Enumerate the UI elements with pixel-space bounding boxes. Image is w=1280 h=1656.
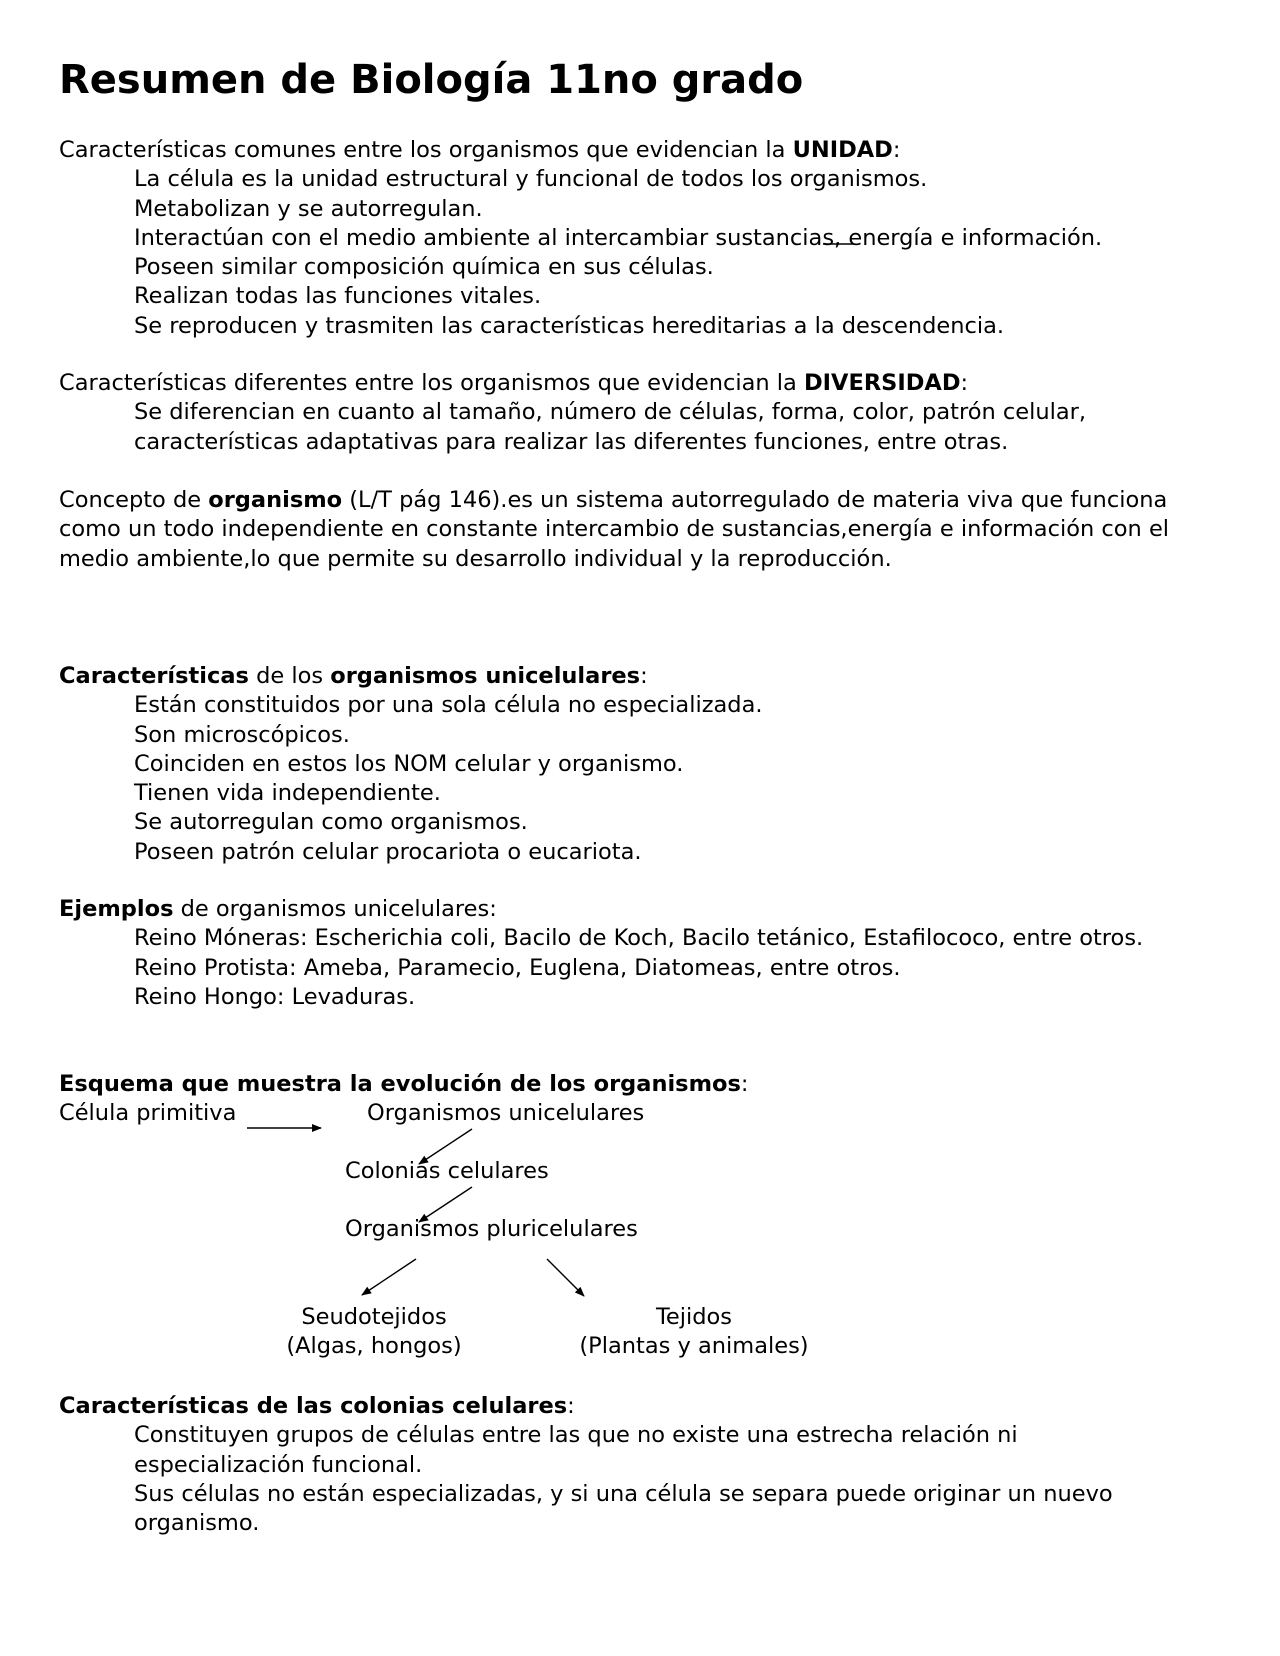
seudotejidos-examples: (Algas, hongos) [286,1333,462,1360]
colonias-item: Sus células no están especializadas, y si una célula se separa puede originar un nuevo organismo. [134,1480,1113,1537]
tejidos-label: Tejidos [655,1304,733,1330]
esquema-heading: Esquema que muestra la evolución de los organismos: [59,1071,749,1097]
concepto-text: Concepto de organismo (L/T pág 146).es un sistema autorregulado de materia viva que funciona como un todo independiente en constante intercambio de sustancias,energía e información con el medio ambiente,lo que permite su desarrollo individual y la reproducción. [59,487,1170,572]
unidad-item: La célula es la unidad estructural y funcional de todos los organismos. [134,166,928,193]
unicelulares-item: Coinciden en estos los NOM celular y organismo. [134,750,684,777]
unidad-intro: Características comunes entre los organismos que evidencian la UNIDAD: [59,137,901,163]
diversidad-text: Se diferencian en cuanto al tamaño, número de células, forma, color, patrón celular, características adaptativas para realizar las diferentes funciones, entre otras. [134,399,1087,455]
page-title: Resumen de Biología 11no grado [59,57,804,103]
unidad-item: Metabolizan y se autorregulan. [134,195,483,222]
unicelulares-item: Son microscópicos. [134,721,350,748]
ejemplos-item: Reino Hongo: Levaduras. [134,983,416,1010]
arrow-pluricelulares-to-seudotejidos [362,1259,416,1295]
arrow-colonias-to-pluricelulares [419,1187,472,1222]
node-celula-primitiva: Célula primitiva [59,1100,237,1126]
unidad-item: Se reproducen y trasmiten las características hereditarias a la descendencia. [134,312,1005,339]
seudotejidos-label: Seudotejidos [301,1304,447,1330]
arrow-unicelulares-to-colonias [419,1129,472,1164]
ejemplos-item: Reino Protista: Ameba, Paramecio, Euglena, Diatomeas, entre otros. [134,954,901,981]
arrow-pluricelulares-to-tejidos [547,1259,584,1296]
colonias-heading: Características de las colonias celulares: [59,1393,575,1419]
unicelulares-item: Poseen patrón celular procariota o eucariota. [134,838,642,865]
colonias-item: Constituyen grupos de células entre las que no existe una estrecha relación ni especialización funcional. [134,1422,1018,1478]
unicelulares-item: Están constituidos por una sola célula no especializada. [134,692,763,719]
unidad-item: Realizan todas las funciones vitales. [134,283,542,310]
tejidos-examples: (Plantas y animales) [579,1333,809,1360]
ejemplos-heading: Ejemplos de organismos unicelulares: [59,896,497,922]
unicelulares-heading: Características de los organismos unicelulares: [59,663,648,689]
diversidad-intro: Características diferentes entre los organismos que evidencian la DIVERSIDAD: [59,370,969,396]
unidad-item: Poseen similar composición química en sus células. [134,254,714,281]
node-colonias-celulares: Colonias celulares [345,1158,549,1184]
unicelulares-item: Tienen vida independiente. [134,780,441,807]
unidad-item: Interactúan con el medio ambiente al intercambiar sustancias, energía e información. [134,224,1103,251]
node-organismos-pluricelulares: Organismos pluricelulares [345,1216,638,1242]
ejemplos-item: Reino Móneras: Escherichia coli, Bacilo de Koch, Bacilo tetánico, Estafilococo, entre otros. [134,925,1144,952]
colonias-section [59,1392,1159,1538]
node-organismos-unicelulares: Organismos unicelulares [367,1100,645,1126]
unicelulares-item: Se autorregulan como organismos. [134,809,528,836]
